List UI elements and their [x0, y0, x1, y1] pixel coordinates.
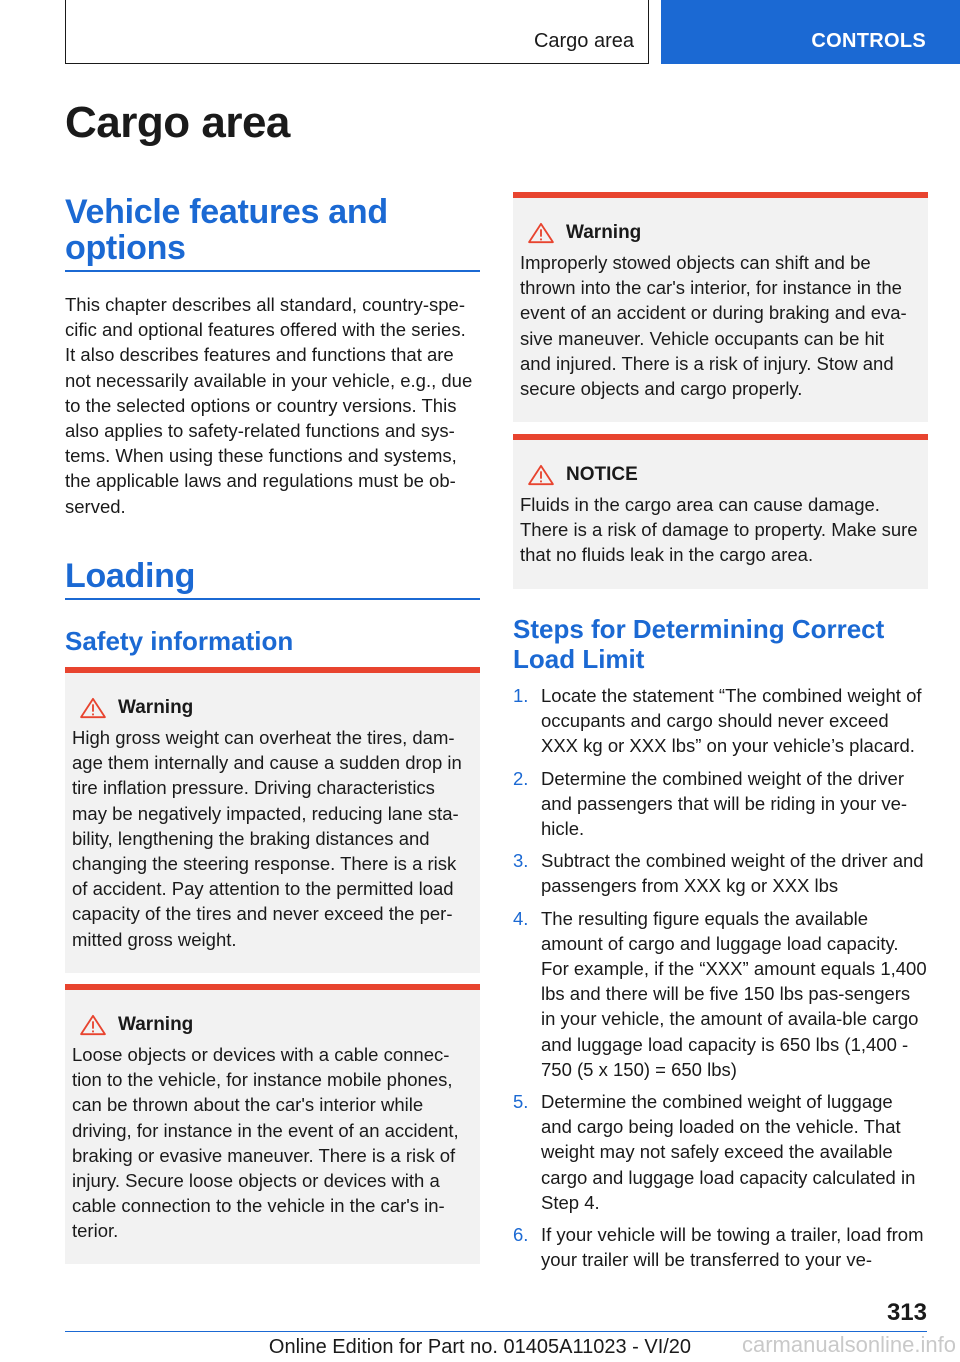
page-title: Cargo area [65, 98, 290, 147]
vehicle-features-body: This chapter describes all standard, country-spe-cific and optional features offered with the series. It also describes features and functions that are not necessarily available in your vehicle, e.g., due to the selected options or country versions. This also applies to safety-related functions and sys-tems. When using these functions and systems, the applicable laws and regulations must be ob-served. [65, 294, 473, 517]
step-item [513, 1222, 928, 1272]
warning-triangle-icon [78, 697, 108, 719]
step-text: Subtract the combined weight of the driver and passengers from XXX kg or XXX lbs [541, 850, 924, 897]
section-rule [65, 270, 480, 272]
step-number: 3. [513, 850, 529, 872]
warning-triangle-icon [78, 1014, 108, 1036]
warning-triangle-icon [526, 464, 556, 486]
step-text: The resulting figure equals the available amount of cargo and luggage load capacity. For example, if the “XXX” amount equals 1,400 lbs and there will be five 150 lbs pas-sengers in your vehicle, the amount of availa-ble cargo and luggage load capacity is 650 lbs (1,400 - 750 (5 x 150) = 650 lbs) [541, 907, 927, 1080]
step-number: 4. [513, 907, 529, 929]
section-rule [65, 598, 480, 600]
step-item [513, 1089, 928, 1215]
step-text: Determine the combined weight of the driver and passengers that will be riding in your ve-hicle. [541, 767, 908, 840]
warning-box [513, 192, 928, 422]
warning-title: Warning [566, 222, 642, 243]
step-item [513, 848, 928, 898]
warning-text: Improperly stowed objects can shift and be thrown into the car's interior, for instance in the event of an accident or during braking and eva-sive maneuver. Vehicle occupants can be hit and injured. There is a risk of injury. Stow and secure objects and cargo properly. [520, 252, 907, 400]
notice-title: NOTICE [566, 464, 638, 485]
warning-title: Warning [118, 1014, 194, 1035]
warning-box [65, 667, 480, 973]
steps-heading: Steps for Determining Correct Load Limit [513, 614, 885, 674]
warning-triangle-icon [526, 222, 556, 244]
warning-header [72, 697, 472, 719]
warning-box [65, 984, 480, 1264]
header-section-label: Cargo area [533, 30, 634, 52]
loading-heading: Loading [65, 557, 196, 595]
warning-title: Warning [118, 697, 194, 718]
page-number: 313 [886, 1299, 927, 1326]
warning-text: High gross weight can overheat the tires, dam-age them internally and cause a sudden drop in tire inflation pressure. Driving characteristics may be negatively impacted, reducing lane sta-bility, lengthening the braking distances and changing the steering response. There is a risk of accident. Pay attention to the permitted load capacity of the tires and never exceed the per-mitted gross weight. [72, 727, 462, 950]
watermark: carmanualsonline.info [741, 1332, 956, 1357]
step-number: 1. [513, 685, 529, 706]
header-chapter-tab [661, 0, 960, 64]
step-number: 5. [513, 1091, 529, 1113]
warning-header [72, 1014, 472, 1036]
header-section-box [65, 0, 649, 64]
step-number: 2. [513, 767, 529, 789]
step-text: Locate the statement “The combined weight of occupants and cargo should never exceed XXX kg or XXX lbs” on your vehicle’s placard. [541, 685, 922, 757]
step-number: 6. [513, 1224, 529, 1246]
step-item [513, 766, 928, 842]
step-text: If your vehicle will be towing a trailer, load from your trailer will be transferred to your ve- [541, 1224, 924, 1271]
notice-box [513, 434, 928, 589]
warning-header [520, 222, 920, 244]
steps-list [513, 683, 928, 1279]
step-item [513, 683, 928, 759]
step-item [513, 906, 928, 1082]
notice-header [520, 464, 920, 486]
header-chapter-label: CONTROLS [811, 30, 926, 52]
warning-text: Loose objects or devices with a cable connec-tion to the vehicle, for instance mobile phones, can be thrown about the car's interior while driving, for instance in the event of an accident, braking or evasive maneuver. There is a risk of injury. Secure loose objects or devices with a cable connection to the vehicle in the car's in-terior. [72, 1044, 459, 1242]
step-text: Determine the combined weight of luggage and cargo being loaded on the vehicle. That weight may not safely exceed the available cargo and luggage load capacity calculated in Step 4. [541, 1091, 916, 1213]
edition-footer: Online Edition for Part no. 01405A11023 - VI/20 [268, 1336, 692, 1358]
safety-information-heading: Safety information [65, 626, 294, 656]
vehicle-features-heading: Vehicle features and options [65, 193, 388, 267]
notice-text: Fluids in the cargo area can cause damage. There is a risk of damage to property. Make sure that no fluids leak in the cargo area. [520, 494, 918, 566]
